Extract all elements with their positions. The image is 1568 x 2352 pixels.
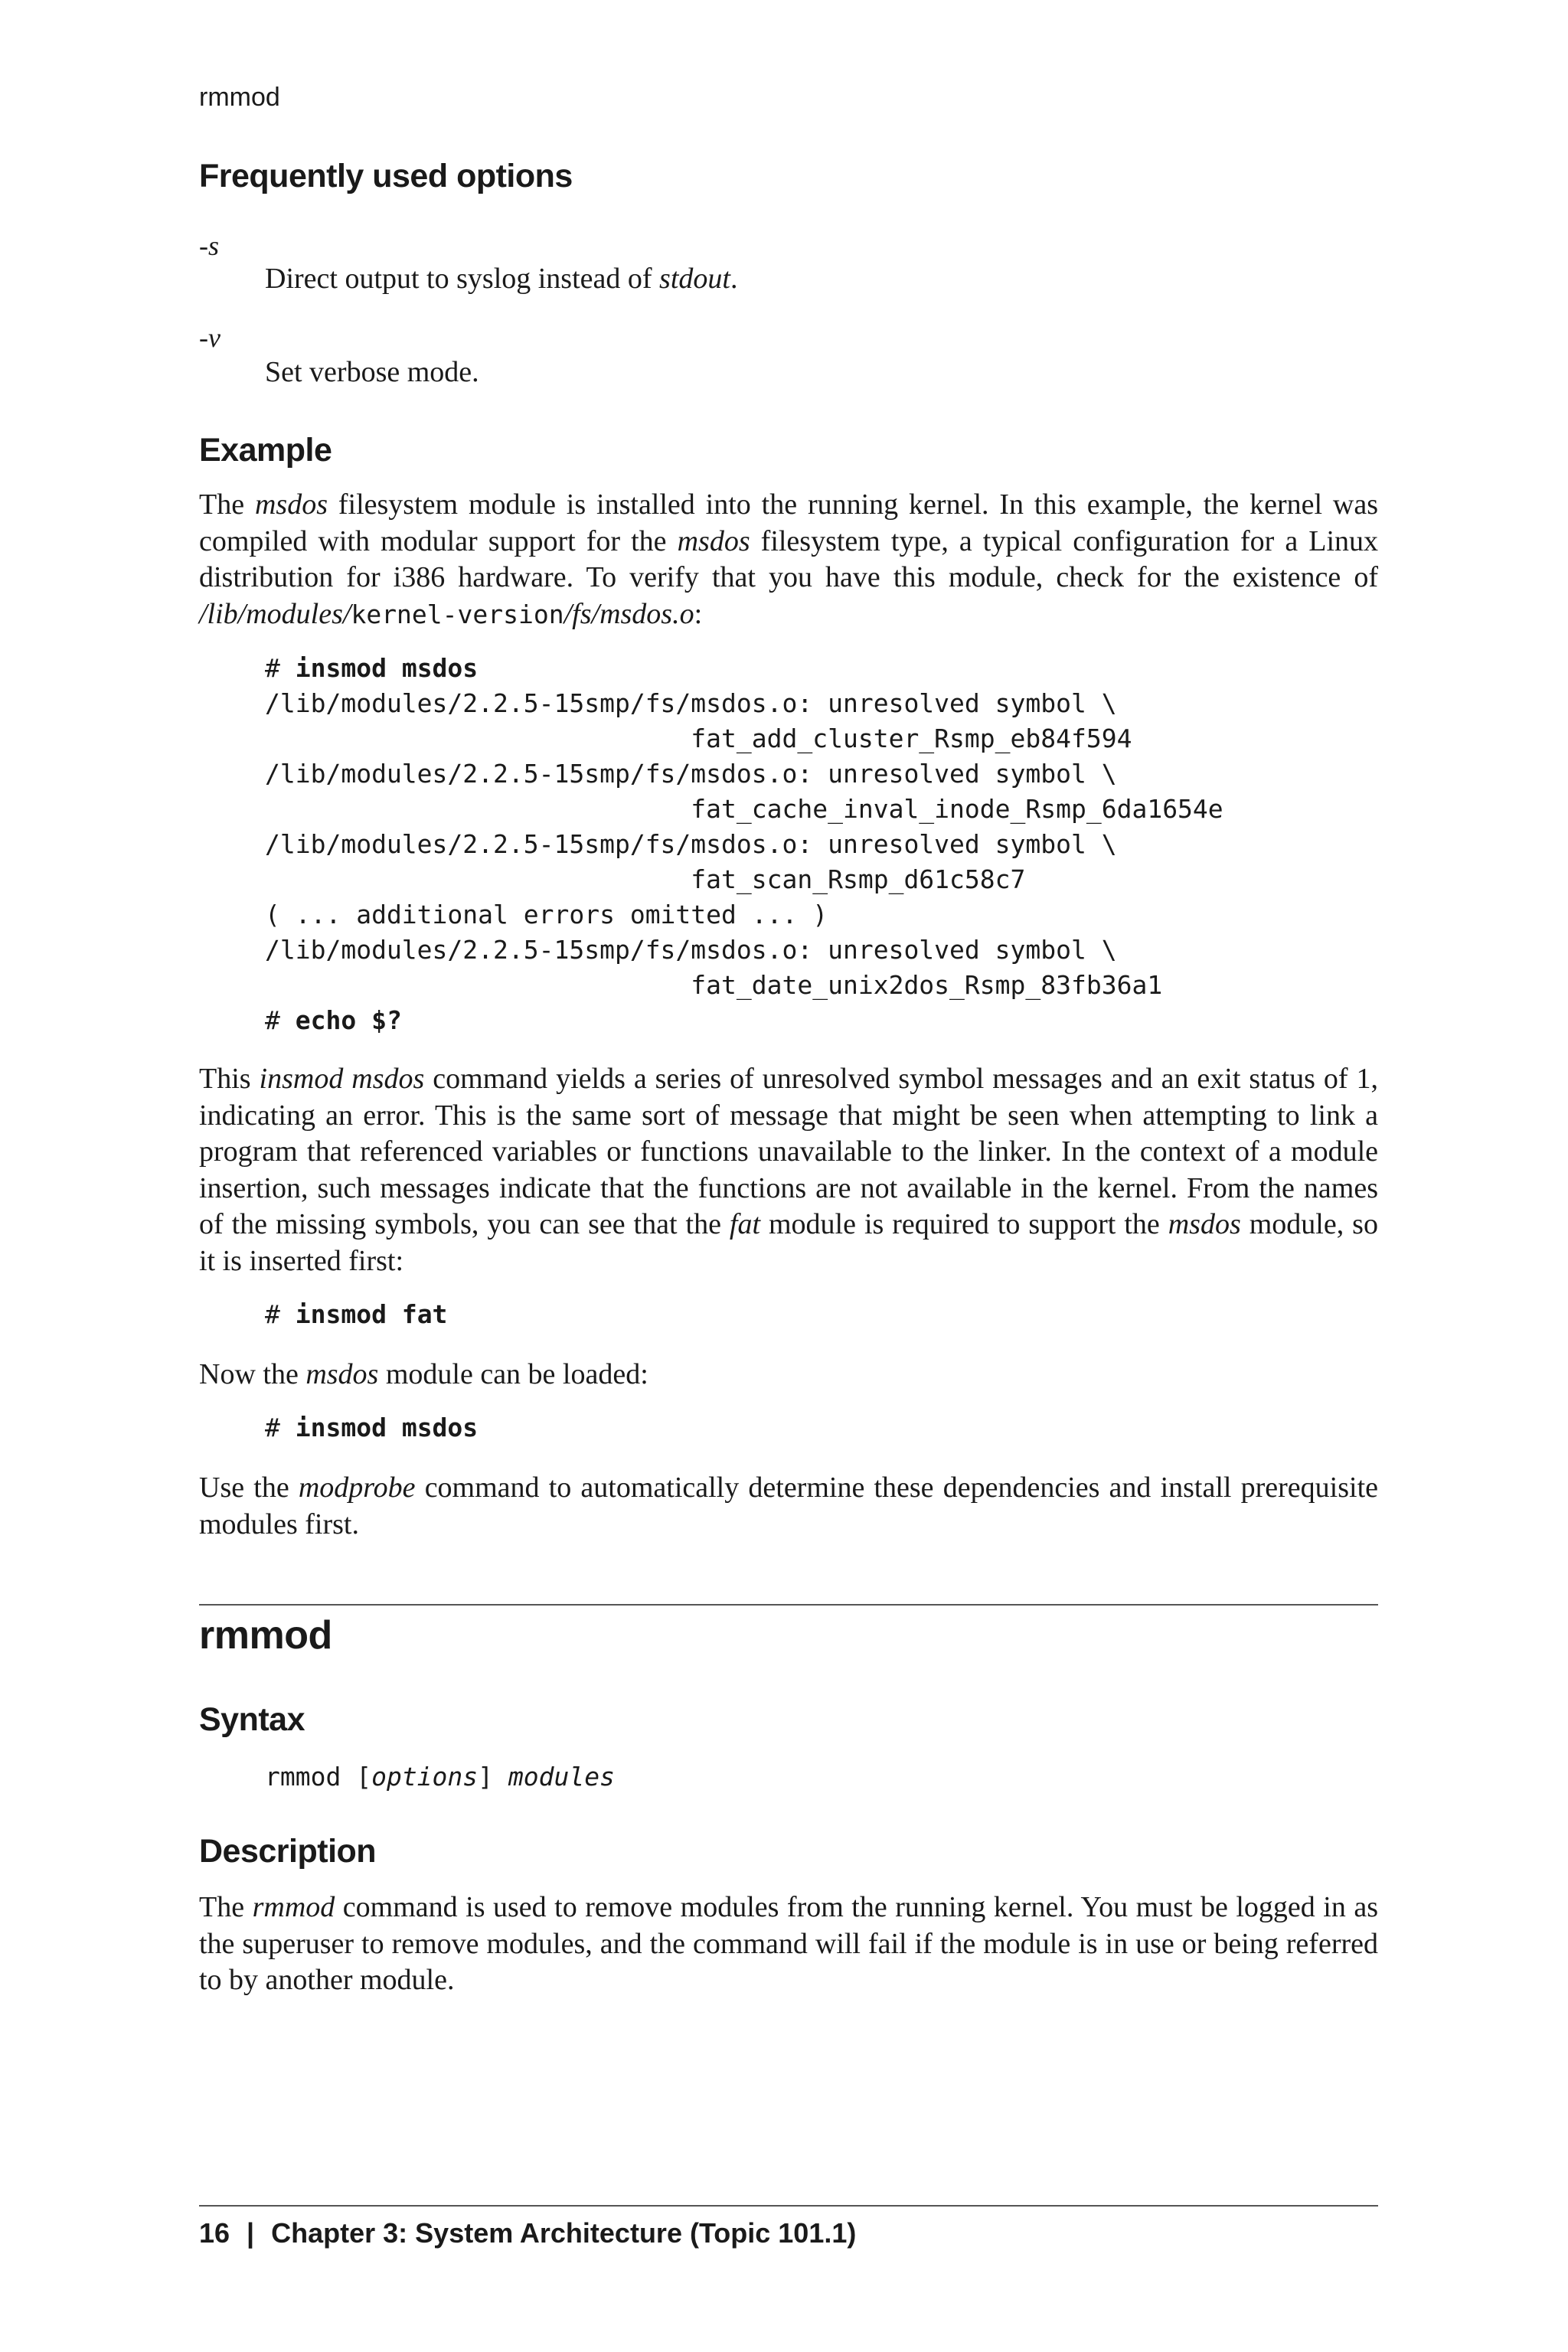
code-line: # insmod msdos	[265, 653, 479, 683]
code-line: fat_scan_Rsmp_d61c58c7	[265, 864, 1026, 894]
rmmod-title: rmmod	[199, 1613, 332, 1658]
running-head: rmmod	[199, 83, 280, 112]
description-paragraph: The rmmod command is used to remove modules from the running kernel. You must be logged in as the superuser to remove modules, and the command will fail if the module is in use or being referred to by another module.	[199, 1891, 1379, 1996]
code-insmod-fat: # insmod fat	[265, 1299, 448, 1329]
options-heading: Frequently used options	[199, 158, 573, 194]
code-line: /lib/modules/2.2.5-15smp/fs/msdos.o: unresolved symbol \	[265, 935, 1117, 965]
code-line: ( ... additional errors omitted ... )	[265, 900, 828, 929]
code-line: /lib/modules/2.2.5-15smp/fs/msdos.o: unresolved symbol \	[265, 759, 1117, 789]
syntax-heading: Syntax	[199, 1701, 305, 1738]
syntax-line: rmmod [options] modules	[265, 1762, 615, 1792]
option-flag-v: -v	[199, 322, 220, 353]
footer-separator: |	[247, 2217, 255, 2249]
code-insmod-msdos: # insmod msdos	[265, 1413, 479, 1442]
code-line: /lib/modules/2.2.5-15smp/fs/msdos.o: unresolved symbol \	[265, 688, 1117, 718]
explanation-paragraph: This insmod msdos command yields a series of unresolved symbol messages and an exit status of 1, indicating an error. This is the same sort of message that might be seen when attempting to link a program that referenced variables or functions unavailable to the linker. In the context of a module insertion, such messages indicate that the functions are not available in the kernel. From the names of the missing symbols, you can see that the fat module is required to support the msdos module, so it is inserted first:	[199, 1063, 1379, 1277]
example-paragraph: The msdos filesystem module is installed into the running kernel. In this example, the kernel was compiled with modular support for the msdos filesystem type, a typical configuration for a Linux distribution for i386 hardware. To verify that you have this module, check for the existence of /lib/modules/kernel-version/fs/msdos.o:	[199, 488, 1379, 630]
page-footer	[199, 2217, 856, 2249]
code-line: # echo $?	[265, 1005, 402, 1035]
option-flag-s: -s	[199, 230, 219, 261]
code-line: fat_add_cluster_Rsmp_eb84f594	[265, 724, 1132, 753]
example-heading: Example	[199, 432, 332, 469]
description-heading: Description	[199, 1833, 377, 1870]
code-line: /lib/modules/2.2.5-15smp/fs/msdos.o: unresolved symbol \	[265, 829, 1117, 859]
page-number: 16	[199, 2217, 230, 2249]
footer-rule	[199, 2205, 1378, 2207]
load-msdos-paragraph: Now the msdos module can be loaded:	[199, 1358, 648, 1390]
option-desc-v: Set verbose mode.	[265, 356, 479, 388]
option-desc-s: Direct output to syslog instead of stdout.	[265, 263, 738, 295]
code-line: fat_cache_inval_inode_Rsmp_6da1654e	[265, 794, 1223, 824]
section-divider	[199, 1604, 1378, 1606]
modprobe-paragraph: Use the modprobe command to automatically determine these dependencies and install prerequisite modules first.	[199, 1472, 1378, 1540]
chapter-title: Chapter 3: System Architecture (Topic 101.1)	[271, 2217, 857, 2249]
code-block-insmod	[265, 651, 1223, 1038]
code-line: fat_date_unix2dos_Rsmp_83fb36a1	[265, 970, 1163, 1000]
